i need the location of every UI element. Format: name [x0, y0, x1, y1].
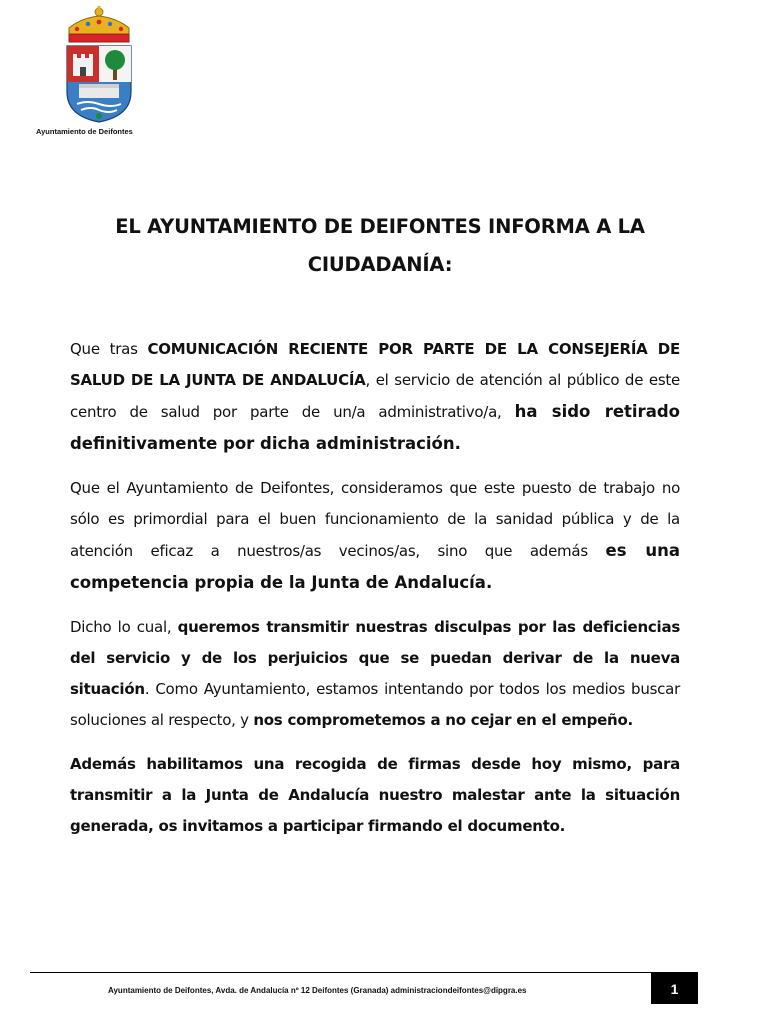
p3-text-2: . Como Ayuntamiento, estamos intentando por todos los medios buscar soluciones al respecto, y [70, 680, 680, 729]
shield-icon [67, 46, 131, 122]
document-body [70, 334, 680, 855]
coat-of-arms-icon [63, 4, 135, 124]
title-line-1: EL AYUNTAMIENTO DE DEIFONTES INFORMA A LA [115, 215, 645, 238]
p3-bold-2: nos comprometemos a no cejar en el empeño. [253, 711, 633, 729]
p4-bold-1: Además habilitamos una recogida de firmas desde hoy mismo, para transmitir a la Junta de Andalucía nuestro malestar ante la situación generada, os invitamos a participar firmando el documento. [70, 755, 680, 835]
logo-caption: Ayuntamiento de Deifontes [36, 127, 133, 136]
footer-divider [30, 972, 698, 973]
crown-icon [69, 6, 129, 42]
footer-address: Ayuntamiento de Deifontes, Avda. de Andalucía nº 12 Deifontes (Granada) administraciondeifontes@dipgra.es [108, 986, 527, 995]
title-line-2: CIUDADANÍA: [307, 253, 453, 276]
p3-bold-1: queremos transmitir nuestras disculpas por las deficiencias del servicio y de los perjuicios que se puedan derivar de la nueva situación [70, 618, 680, 698]
p2-text-1: Que el Ayuntamiento de Deifontes, consideramos que este puesto de trabajo no sólo es primordial para el buen funcionamiento de la sanidad pública y de la atención eficaz a nuestros/as vecinos/as, sino que además [70, 479, 680, 560]
municipal-logo [36, 4, 166, 136]
page-title [90, 208, 670, 284]
paragraph-3 [70, 612, 680, 736]
p1-bold-1: COMUNICACIÓN RECIENTE POR PARTE DE LA CONSEJERÍA DE SALUD DE LA JUNTA DE ANDALUCÍA [70, 340, 680, 389]
page-number: 1 [651, 973, 698, 1004]
paragraph-1 [70, 334, 680, 460]
p2-bold-1: es una competencia propia de la Junta de Andalucía. [70, 541, 680, 592]
p1-text-2: , el servicio de atención al público de este centro de salud por parte de un/a administrativo/a, [70, 371, 680, 421]
paragraph-2 [70, 473, 680, 599]
p1-text-1: Que tras [70, 340, 148, 358]
p3-text-1: Dicho lo cual, [70, 618, 178, 636]
paragraph-4 [70, 749, 680, 842]
p1-bold-2: ha sido retirado definitivamente por dicha administración. [70, 402, 680, 453]
